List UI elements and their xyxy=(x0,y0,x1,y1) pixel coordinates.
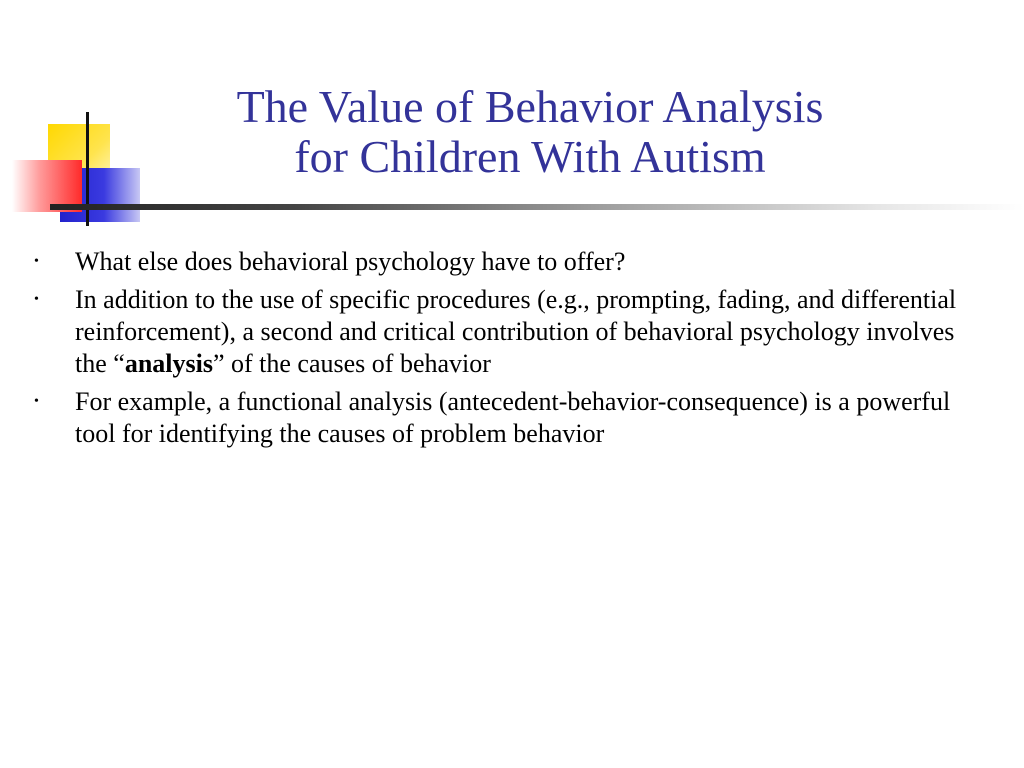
title-underline xyxy=(50,204,1024,210)
bullet-dot-icon: • xyxy=(34,394,39,409)
bullet-text-after: ” of the causes of behavior xyxy=(212,349,491,378)
bullet-bold-term: analysis xyxy=(124,349,213,378)
bullet-item xyxy=(30,246,990,278)
bullet-dot-icon: • xyxy=(34,292,39,307)
bullet-text: What else does behavioral psychology have to offer? xyxy=(75,247,626,276)
bullet-list xyxy=(30,246,990,456)
title-line-2: for Children With Autism xyxy=(294,131,766,182)
bullet-item xyxy=(30,284,990,380)
bullet-text-before: In addition to the use of specific procedures (e.g., prompting, fading, and differential reinforcement), a second and critical contribution of behavioral psychology involves the “ xyxy=(75,285,957,378)
bullet-dot-icon: • xyxy=(34,254,39,269)
slide-title xyxy=(130,82,930,182)
bullet-text: For example, a functional analysis (antecedent-behavior-consequence) is a powerful tool for identifying the causes of problem behavior xyxy=(75,387,951,448)
bullet-item xyxy=(30,386,990,450)
title-line-1: The Value of Behavior Analysis xyxy=(236,81,824,132)
